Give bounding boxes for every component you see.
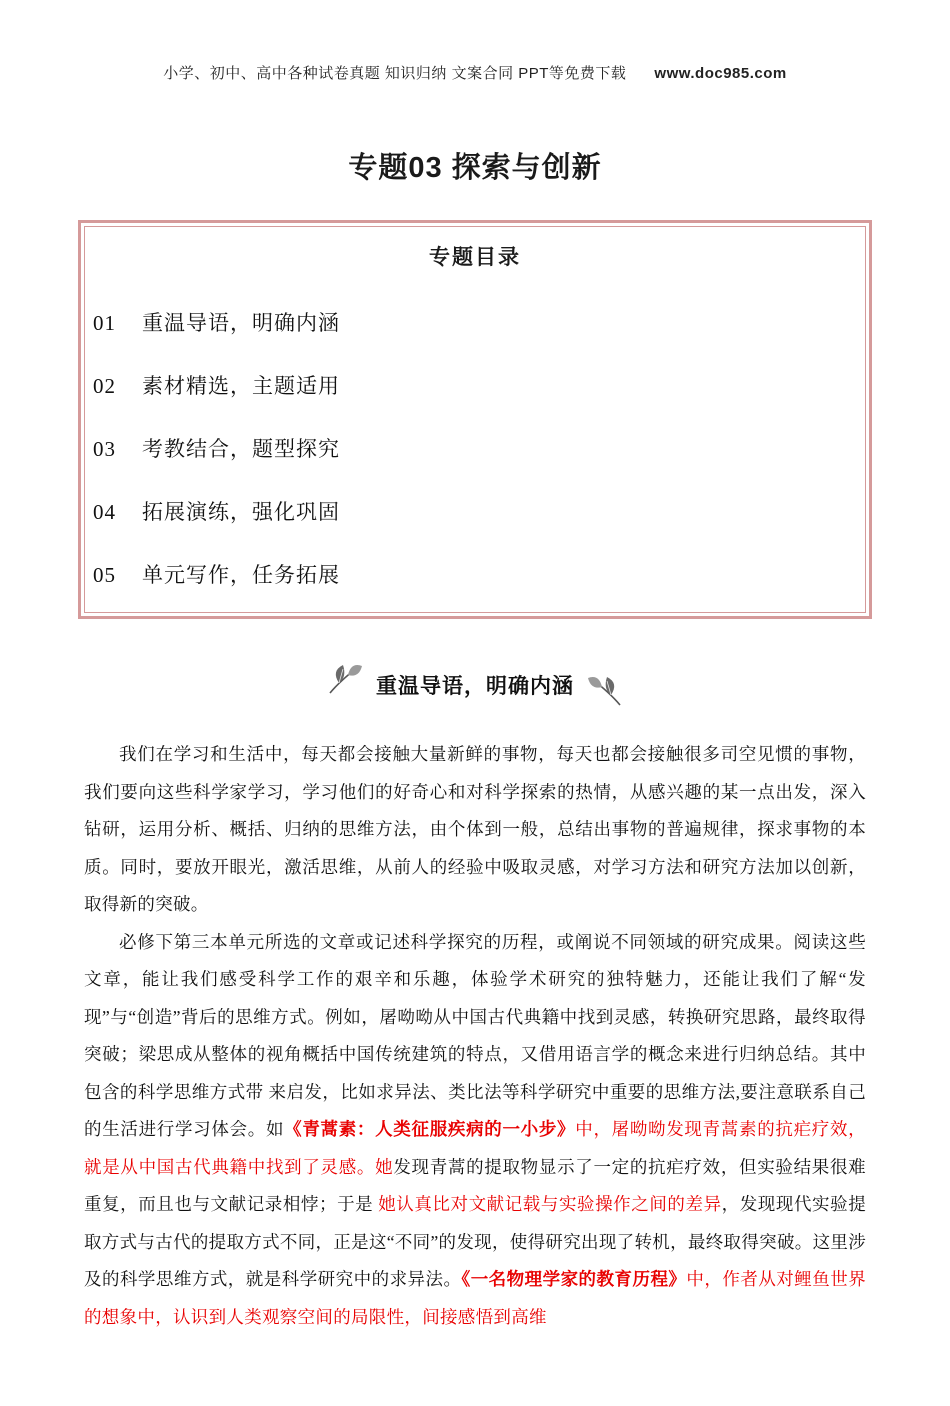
text-segment: 中，屠呦呦发现青蒿素的抗疟疗效，就是从中国古代典籍中找到了灵感。她 <box>84 1119 866 1177</box>
toc-list <box>93 313 857 586</box>
page-title: 专题03 探索与创新 <box>348 152 602 184</box>
text-segment: 《青蒿素：人类征服疾病的一小步》 <box>284 1119 576 1139</box>
site-header <box>0 62 950 83</box>
text-segment: 中，作者从对鲤鱼世界的想象中，认识到人类观察空间的局限性，间接感悟到高维 <box>84 1269 866 1327</box>
paragraph <box>84 736 866 924</box>
toc-box <box>78 220 872 619</box>
document-page <box>0 62 950 1406</box>
toc-title: 专题目录 <box>429 246 521 269</box>
leaf-sprig-icon <box>584 671 626 714</box>
paragraph <box>84 924 866 1337</box>
toc-item <box>93 313 857 334</box>
toc-item-number: 04 <box>93 500 116 524</box>
site-url: www.doc985.com <box>654 65 787 82</box>
body-content <box>84 736 866 1336</box>
toc-item-label: 单元写作，任务拓展 <box>142 564 340 587</box>
toc-item <box>93 502 857 523</box>
toc-item-number: 05 <box>93 563 116 587</box>
text-segment: 《一名物理学家的教育历程》 <box>461 1269 687 1289</box>
toc-item-label: 考教结合，题型探究 <box>142 438 340 461</box>
text-segment: 必修下第三本单元所选的文章或记述科学探究的历程，或阐说不同领域的研究成果。阅读这些文章，能让我们感受科学工作的艰辛和乐趣，体验学术研究的独特魅力，还能让我们了解“发现”与“创造”背后的思维方式。例如，屠呦呦从中国古代典籍中找到灵感，转换研究思路，最终取得突破；梁思成从整体的视角概括中国传统建筑的特点，又借用语言学的概念来进行归纳总结。其中包含的科学思维方式带 来启发，比如求异法、类比法等科学研究中重要的思维方法,要注意联系自己的生活进行学习体会。如 <box>84 931 866 1139</box>
toc-item <box>93 565 857 586</box>
toc-item-number: 02 <box>93 374 116 398</box>
toc-item-label: 素材精选，主题适用 <box>142 375 340 398</box>
toc-item-number: 03 <box>93 437 116 461</box>
section-title: 重温导语，明确内涵 <box>376 674 574 698</box>
text-segment: 她认真比对文献记载与实验操作之间的差异 <box>378 1194 722 1214</box>
toc-item-label: 拓展演练，强化巩固 <box>142 501 340 524</box>
toc-item <box>93 376 857 397</box>
text-segment: ，发现现代实验提取方式与古代的提取方式不同，正是这“不同”的发现，使得研究出现了转机，最终取得突破。这里涉及的科学思维方式，就是科学研究中的求异法。 <box>84 1194 866 1289</box>
text-segment: 我们在学习和生活中，每天都会接触大量新鲜的事物，每天也都会接触很多司空见惯的事物，我们要向这些科学家学习，学习他们的好奇心和对科学探索的热情，从感兴趣的某一点出发，深入钻研，运用分析、概括、归纳的思维方法，由个体到一般，总结出事物的普遍规律，探求事物的本质。同时，要放开眼光，激活思维，从前人的经验中吸取灵感，对学习方法和研究方法加以创新，取得新的突破。 <box>84 744 866 914</box>
section-header <box>0 663 950 706</box>
site-header-text: 小学、初中、高中各种试卷真题 知识归纳 文案合同 PPT等免费下载 <box>163 65 627 82</box>
text-segment: 发现青蒿的提取物显示了一定的抗疟疗效，但实验结果很难重复，而且也与文献记录相悖；于是 <box>84 1156 866 1214</box>
toc-item-number: 01 <box>93 311 116 335</box>
toc-item-label: 重温导语，明确内涵 <box>142 312 340 335</box>
leaf-sprig-icon <box>324 659 366 702</box>
toc-item <box>93 439 857 460</box>
toc-box-inner <box>84 226 866 613</box>
